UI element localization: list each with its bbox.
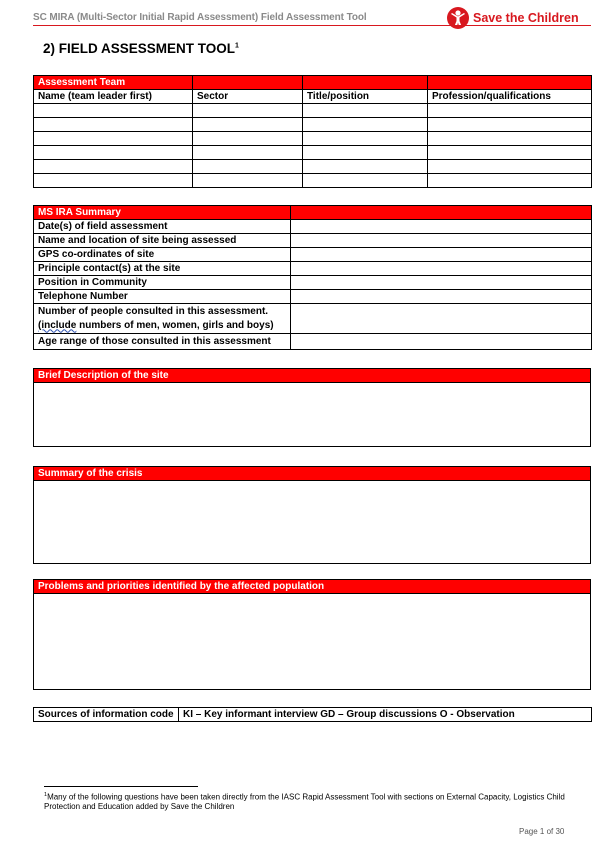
team-cell[interactable] — [193, 146, 303, 160]
people-consulted-label — [34, 304, 291, 334]
team-cell[interactable] — [428, 132, 592, 146]
summary-row — [34, 276, 592, 290]
summary-value[interactable] — [291, 262, 592, 276]
team-row — [34, 146, 592, 160]
team-cell[interactable] — [193, 174, 303, 188]
sources-table — [33, 707, 592, 722]
footnote-reference[interactable]: 1 — [235, 42, 239, 50]
team-cell[interactable] — [428, 118, 592, 132]
problems-box[interactable] — [34, 594, 591, 690]
summary-row-people-consulted — [34, 304, 592, 334]
page-number: Page 1 of 30 — [519, 827, 565, 836]
summary-value[interactable] — [291, 248, 592, 262]
summary-row — [34, 220, 592, 234]
summary-label: GPS co-ordinates of site — [34, 248, 291, 262]
team-row — [34, 160, 592, 174]
team-cell[interactable] — [428, 104, 592, 118]
footnote-divider — [44, 786, 198, 787]
team-cell[interactable] — [193, 132, 303, 146]
header-divider — [33, 25, 591, 26]
summary-header-row — [34, 206, 592, 220]
summary-value[interactable] — [291, 234, 592, 248]
team-cell[interactable] — [428, 146, 592, 160]
team-row — [34, 132, 592, 146]
summary-value[interactable] — [291, 290, 592, 304]
column-header-sector: Sector — [193, 90, 303, 104]
problems-table — [33, 579, 591, 690]
summary-row — [34, 248, 592, 262]
people-consulted-value[interactable] — [291, 304, 592, 334]
assessment-team-header-row — [34, 76, 592, 90]
team-row — [34, 118, 592, 132]
team-cell[interactable] — [303, 160, 428, 174]
footnote-mark: 1 — [44, 792, 48, 798]
column-header-profession: Profession/qualifications — [428, 90, 592, 104]
summary-row — [34, 262, 592, 276]
crisis-summary-table — [33, 466, 591, 564]
summary-row — [34, 234, 592, 248]
age-range-label: Age range of those consulted in this assessment — [34, 334, 291, 350]
footnote — [44, 791, 584, 812]
team-cell[interactable] — [303, 132, 428, 146]
summary-label: Position in Community — [34, 276, 291, 290]
crisis-summary-box[interactable] — [34, 481, 591, 564]
footnote-text: Many of the following questions have been taken directly from the IASC Rapid Assessment Tool with sections on External Capacity, Logistics Child Protection and Education added by Save the Children — [44, 792, 565, 812]
team-cell[interactable] — [303, 146, 428, 160]
team-cell[interactable] — [193, 118, 303, 132]
summary-title: MS IRA Summary — [34, 206, 291, 220]
page-title — [43, 41, 239, 56]
brief-description-title: Brief Description of the site — [34, 369, 591, 383]
document-title: SC MIRA (Multi-Sector Initial Rapid Assessment) Field Assessment Tool — [33, 12, 367, 23]
team-cell[interactable] — [193, 160, 303, 174]
child-figure-icon — [446, 6, 470, 30]
sources-value: KI – Key informant interview GD – Group discussions O - Observation — [179, 708, 592, 722]
column-header-name: Name (team leader first) — [34, 90, 193, 104]
assessment-team-title: Assessment Team — [34, 76, 193, 90]
team-cell[interactable] — [34, 104, 193, 118]
team-cell[interactable] — [303, 118, 428, 132]
ms-ira-summary-table — [33, 205, 592, 350]
team-cell[interactable] — [34, 160, 193, 174]
sources-label: Sources of information code — [34, 708, 179, 722]
team-row — [34, 104, 592, 118]
summary-label: Name and location of site being assessed — [34, 234, 291, 248]
summary-row — [34, 290, 592, 304]
page-title-text: 2) FIELD ASSESSMENT TOOL — [43, 41, 236, 56]
summary-row-age-range — [34, 334, 592, 350]
team-cell[interactable] — [34, 118, 193, 132]
summary-value[interactable] — [291, 276, 592, 290]
team-cell[interactable] — [34, 146, 193, 160]
team-row — [34, 174, 592, 188]
age-range-value[interactable] — [291, 334, 592, 350]
team-cell[interactable] — [34, 132, 193, 146]
team-cell[interactable] — [34, 174, 193, 188]
brief-description-table — [33, 368, 591, 447]
problems-title: Problems and priorities identified by the affected population — [34, 580, 591, 594]
team-cell[interactable] — [428, 160, 592, 174]
logo-text: Save the Children — [473, 11, 579, 25]
people-consulted-line2: numbers of men, women, girls and boys) — [76, 319, 274, 331]
save-the-children-logo — [446, 5, 579, 31]
assessment-team-table — [33, 75, 592, 188]
people-consulted-line1: Number of people consulted in this assessment. — [38, 305, 269, 317]
column-header-title: Title/position — [303, 90, 428, 104]
team-cell[interactable] — [428, 174, 592, 188]
summary-value[interactable] — [291, 220, 592, 234]
column-header-row — [34, 90, 592, 104]
summary-label: Date(s) of field assessment — [34, 220, 291, 234]
people-consulted-word: (include — [38, 319, 77, 331]
brief-description-box[interactable] — [34, 383, 591, 447]
summary-label: Telephone Number — [34, 290, 291, 304]
team-cell[interactable] — [303, 104, 428, 118]
team-cell[interactable] — [303, 174, 428, 188]
crisis-summary-title: Summary of the crisis — [34, 467, 591, 481]
summary-label: Principle contact(s) at the site — [34, 262, 291, 276]
team-cell[interactable] — [193, 104, 303, 118]
